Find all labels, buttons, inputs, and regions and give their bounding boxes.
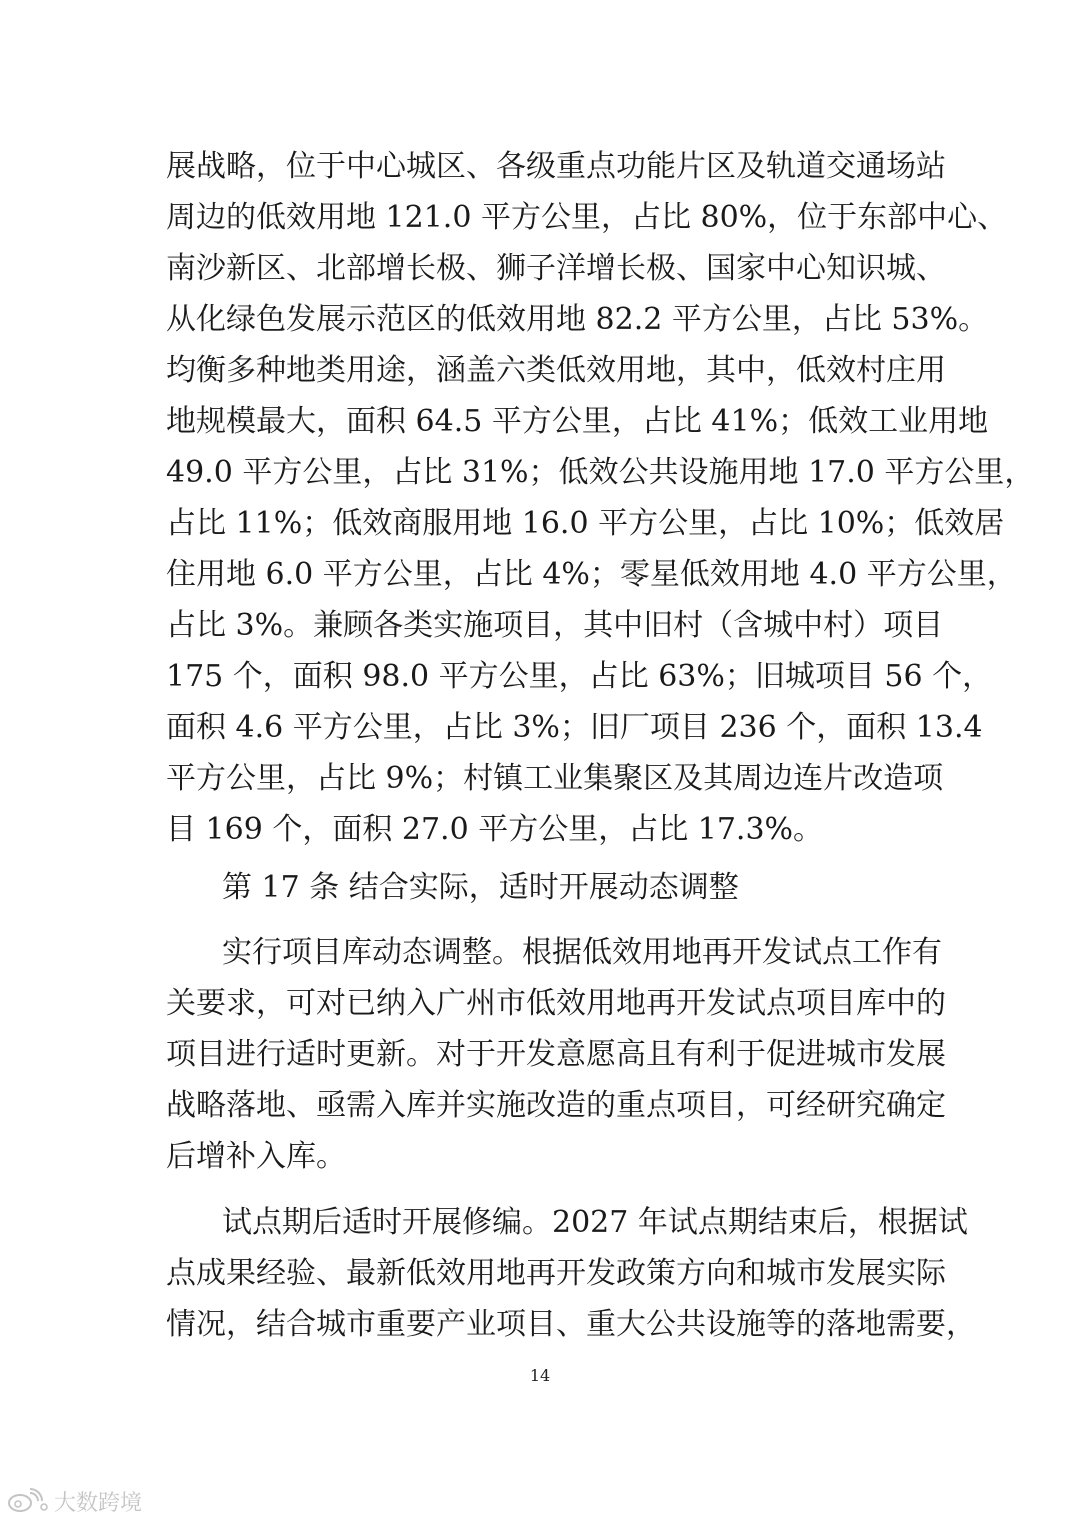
text-line: 周边的低效用地 121.0 平方公里，占比 80%，位于东部中心、 xyxy=(166,200,1008,235)
text-line: 关要求，可对已纳入广州市低效用地再开发试点项目库中的 xyxy=(166,986,946,1021)
text-line: 占比 3%。兼顾各类实施项目，其中旧村（含城中村）项目 xyxy=(166,608,944,643)
text-line: 目 169 个，面积 27.0 平方公里，占比 17.3%。 xyxy=(166,812,824,847)
text-line: 战略落地、亟需入库并实施改造的重点项目，可经研究确定 xyxy=(166,1088,946,1123)
text-line: 试点期后适时开展修编。2027 年试点期结束后，根据试 xyxy=(222,1205,968,1240)
text-line: 情况，结合城市重要产业项目、重大公共设施等的落地需要， xyxy=(166,1307,976,1342)
watermark-text: 大数跨境 xyxy=(54,1490,143,1516)
text-line: 住用地 6.0 平方公里，占比 4%；零星低效用地 4.0 平方公里， xyxy=(166,557,1017,592)
article-heading: 第 17 条 结合实际，适时开展动态调整 xyxy=(222,870,739,905)
text-line: 平方公里，占比 9%；村镇工业集聚区及其周边连片改造项 xyxy=(166,761,944,796)
text-line: 49.0 平方公里，占比 31%；低效公共设施用地 17.0 平方公里， xyxy=(166,455,1035,490)
text-line: 从化绿色发展示范区的低效用地 82.2 平方公里，占比 53%。 xyxy=(166,302,989,337)
text-line: 项目进行适时更新。对于开发意愿高且有利于促进城市发展 xyxy=(166,1037,946,1072)
weibo-logo-icon xyxy=(6,1487,50,1515)
text-line: 点成果经验、最新低效用地再开发政策方向和城市发展实际 xyxy=(166,1256,946,1291)
text-line: 展战略，位于中心城区、各级重点功能片区及轨道交通场站 xyxy=(166,149,946,184)
page-number: 14 xyxy=(529,1366,551,1385)
text-line: 面积 4.6 平方公里，占比 3%；旧厂项目 236 个，面积 13.4 xyxy=(166,710,983,745)
text-line: 后增补入库。 xyxy=(166,1139,346,1174)
text-line: 占比 11%；低效商服用地 16.0 平方公里，占比 10%；低效居 xyxy=(166,506,1005,541)
text-line: 地规模最大，面积 64.5 平方公里，占比 41%；低效工业用地 xyxy=(166,404,989,439)
watermark xyxy=(6,1484,142,1518)
text-line: 均衡多种地类用途，涵盖六类低效用地，其中，低效村庄用 xyxy=(166,353,946,388)
text-line: 175 个，面积 98.0 平方公里，占比 63%；旧城项目 56 个， xyxy=(166,659,993,694)
text-line: 南沙新区、北部增长极、狮子洋增长极、国家中心知识城、 xyxy=(166,251,946,286)
text-line: 实行项目库动态调整。根据低效用地再开发试点工作有 xyxy=(222,935,942,970)
